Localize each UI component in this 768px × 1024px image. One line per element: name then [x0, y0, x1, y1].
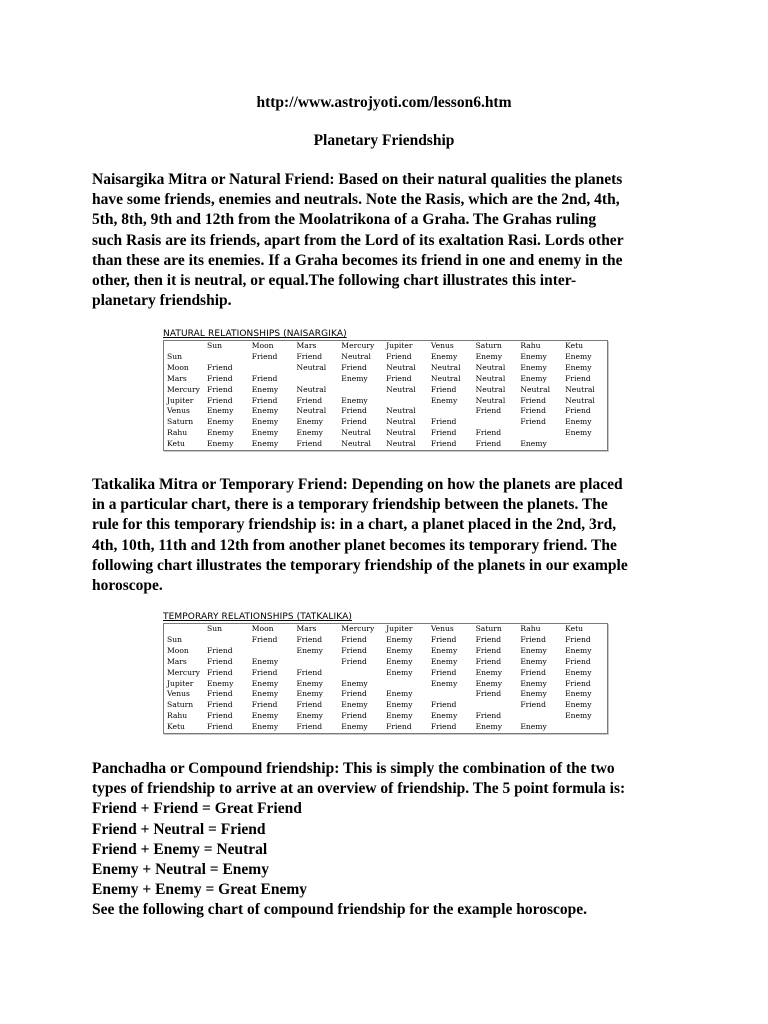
table-cell: Neutral — [386, 417, 416, 427]
table-cell: Enemy — [520, 362, 547, 372]
row-header: Mars — [167, 373, 187, 383]
table-cell: Friend — [251, 667, 278, 677]
row-header: Moon — [167, 645, 189, 655]
temporary-relationships-chart — [163, 612, 608, 734]
table-cell: Friend — [341, 711, 367, 721]
table-row — [164, 363, 607, 374]
table-cell: Friend — [251, 373, 278, 383]
column-header: Moon — [251, 341, 274, 350]
table-cell: Friend — [430, 439, 457, 449]
paragraph-line: in a particular chart, there is a temporary friendship between the planets. The — [92, 496, 608, 514]
table-cell: Friend — [207, 384, 233, 394]
column-header: Jupiter — [386, 341, 413, 350]
table-cell: Friend — [475, 711, 502, 721]
paragraph-line: Tatkalika Mitra or Temporary Friend: Depending on how the planets are placed — [92, 476, 623, 493]
table-cell: Neutral — [475, 373, 506, 383]
table-cell: Friend — [251, 395, 278, 405]
paragraph-line: 5th, 8th, 9th and 12th from the Moolatrikona of a Graha. The Grahas ruling — [92, 211, 597, 229]
table-cell: Friend — [565, 406, 591, 416]
table-cell — [562, 722, 607, 733]
table-cell: Enemy — [296, 417, 323, 427]
table-cell — [562, 439, 607, 450]
table-cell: Enemy — [430, 351, 458, 361]
table-cell: Friend — [475, 406, 502, 416]
formula-line: Enemy + Neutral = Enemy — [92, 861, 269, 879]
table-cell: Neutral — [386, 406, 416, 416]
column-header: Ketu — [565, 341, 584, 350]
table-cell: Friend — [207, 700, 233, 710]
table-row — [164, 417, 607, 428]
table-row — [164, 439, 607, 450]
table-cell: Enemy — [520, 656, 547, 666]
table-cell: Friend — [207, 656, 233, 666]
table-cell: Friend — [296, 634, 323, 644]
table-cell: Enemy — [296, 428, 323, 438]
table-cell: Neutral — [341, 428, 371, 438]
table-row — [164, 700, 607, 711]
table-cell: Friend — [520, 406, 546, 416]
table-cell: Enemy — [475, 351, 503, 361]
source-url: http://www.astrojyoti.com/lesson6.htm — [256, 94, 512, 111]
table-cell: Enemy — [207, 678, 234, 688]
table-cell — [338, 668, 383, 679]
table-cell: Friend — [430, 700, 457, 710]
row-header: Sun — [167, 351, 182, 361]
table-cell: Enemy — [341, 722, 368, 732]
row-header: Jupiter — [167, 395, 194, 405]
table-row — [164, 711, 607, 722]
table-cell: Enemy — [430, 656, 458, 666]
table-cell — [517, 711, 562, 722]
table-cell — [383, 679, 428, 690]
table-cell: Friend — [341, 656, 367, 666]
table-cell: Neutral — [296, 406, 327, 416]
table-row — [164, 385, 607, 396]
table-cell — [249, 646, 294, 657]
table-cell: Friend — [430, 667, 457, 677]
table-cell: Enemy — [251, 384, 279, 394]
table-cell: Enemy — [565, 700, 592, 710]
table-cell: Friend — [296, 700, 323, 710]
table-cell: Friend — [430, 428, 457, 438]
row-header: Ketu — [167, 439, 185, 449]
row-header: Ketu — [167, 722, 185, 732]
paragraph-line: planetary friendship. — [92, 292, 232, 310]
table-cell: Friend — [386, 351, 412, 361]
table-row — [164, 722, 607, 733]
formula-line: Friend + Enemy = Neutral — [92, 840, 268, 858]
table-cell: Enemy — [520, 689, 547, 699]
page-title: Planetary Friendship — [313, 132, 455, 149]
table-cell: Friend — [207, 373, 233, 383]
natural-table-box — [163, 340, 608, 451]
table-cell — [204, 635, 249, 646]
table-cell — [204, 352, 249, 363]
row-header: Mercury — [167, 384, 200, 394]
formula-line: Friend + Friend = Great Friend — [92, 800, 302, 818]
table-cell: Friend — [207, 689, 233, 699]
table-cell: Enemy — [251, 656, 279, 666]
row-header: Moon — [167, 362, 189, 372]
table-cell: Friend — [520, 417, 546, 427]
table-cell: Friend — [565, 634, 591, 644]
table-cell: Friend — [565, 678, 591, 688]
table-cell — [383, 396, 428, 407]
paragraph-line: other, then it is neutral, or equal.The following chart illustrates this inter- — [92, 272, 577, 290]
table-cell: Enemy — [520, 373, 547, 383]
table-cell: Friend — [251, 634, 278, 644]
table-row — [164, 689, 607, 700]
table-cell: Friend — [520, 634, 546, 644]
table-cell: Friend — [565, 656, 591, 666]
row-header: Venus — [167, 406, 190, 416]
table-cell — [249, 363, 294, 374]
table-cell: Friend — [386, 373, 412, 383]
table-cell: Enemy — [475, 722, 503, 732]
column-header: Saturn — [475, 341, 502, 350]
natural-relationships-table — [164, 341, 607, 450]
table-row — [164, 679, 607, 690]
column-header: Moon — [251, 624, 274, 633]
table-cell: Friend — [430, 722, 457, 732]
table-cell: Enemy — [296, 711, 323, 721]
table-header-row — [164, 624, 607, 635]
formula-line: Friend + Neutral = Friend — [92, 820, 266, 838]
table-cell: Friend — [520, 700, 546, 710]
table-cell: Friend — [475, 428, 502, 438]
table-row — [164, 406, 607, 417]
row-header: Saturn — [167, 417, 194, 427]
table-cell: Neutral — [430, 362, 461, 372]
table-cell: Enemy — [341, 700, 368, 710]
table-cell — [338, 385, 383, 396]
table-cell: Friend — [296, 722, 323, 732]
table-cell: Enemy — [520, 351, 547, 361]
table-cell: Enemy — [565, 667, 592, 677]
table-cell: Enemy — [475, 667, 503, 677]
table-cell: Neutral — [386, 362, 416, 372]
table-cell: Friend — [341, 362, 367, 372]
table-cell: Friend — [430, 384, 457, 394]
table-row — [164, 428, 607, 439]
column-header: Mars — [296, 341, 317, 350]
table-cell — [473, 417, 518, 428]
column-header: Mercury — [341, 624, 375, 633]
table-cell — [517, 428, 562, 439]
temporary-friend-paragraph — [92, 475, 684, 596]
table-cell: Friend — [207, 362, 233, 372]
table-cell: Enemy — [386, 711, 413, 721]
paragraph-line: such Rasis are its friends, apart from the Lord of its exaltation Rasi. Lords other — [92, 231, 624, 249]
table-cell: Enemy — [565, 711, 592, 721]
table-cell: Friend — [207, 711, 233, 721]
table-cell: Friend — [341, 417, 367, 427]
table-cell: Neutral — [386, 439, 416, 449]
table-cell: Enemy — [251, 722, 279, 732]
table-cell: Friend — [475, 439, 502, 449]
row-header: Mars — [167, 656, 187, 666]
paragraph-line: have some friends, enemies and neutrals. Note the Rasis, which are the 2nd, 4th, — [92, 191, 620, 209]
table-cell: Enemy — [251, 417, 279, 427]
table-cell: Friend — [520, 395, 546, 405]
table-cell: Enemy — [565, 645, 592, 655]
table-cell: Neutral — [565, 384, 595, 394]
table-cell: Friend — [341, 645, 367, 655]
table-cell: Friend — [520, 667, 546, 677]
table-cell: Enemy — [341, 395, 368, 405]
column-header: Rahu — [520, 624, 541, 633]
table-row — [164, 396, 607, 407]
paragraph-line: types of friendship to arrive at an overview of friendship. The 5 point formula is: — [92, 780, 626, 798]
table-row — [164, 635, 607, 646]
table-cell: Enemy — [251, 439, 279, 449]
table-row — [164, 657, 607, 668]
table-cell: Friend — [251, 700, 278, 710]
temporary-table-title: TEMPORARY RELATIONSHIPS (TATKALIKA) — [163, 612, 353, 622]
table-cell: Friend — [475, 634, 502, 644]
paragraph-line: Panchadha or Compound friendship: This is simply the combination of the two — [92, 760, 615, 777]
table-cell: Enemy — [430, 395, 458, 405]
paragraph-line: Naisargika Mitra or Natural Friend: Based on their natural qualities the planets — [92, 171, 623, 188]
paragraph-line: See the following chart of compound friendship for the example horoscope. — [92, 901, 587, 919]
column-header — [164, 341, 204, 352]
formula-line: Enemy + Enemy = Great Enemy — [92, 881, 307, 899]
table-cell: Enemy — [565, 417, 592, 427]
paragraph-line: than these are its enemies. If a Graha becomes its friend in one and enemy in the — [92, 251, 623, 269]
table-cell: Neutral — [296, 362, 327, 372]
table-cell: Neutral — [296, 384, 327, 394]
table-cell — [428, 689, 473, 700]
table-cell: Enemy — [296, 645, 323, 655]
table-cell: Friend — [341, 406, 367, 416]
table-cell: Enemy — [251, 406, 279, 416]
table-cell: Enemy — [207, 439, 234, 449]
row-header: Saturn — [167, 700, 194, 710]
table-cell: Friend — [475, 689, 502, 699]
temporary-relationships-table — [164, 624, 607, 733]
row-header: Sun — [167, 634, 182, 644]
table-cell: Enemy — [386, 667, 413, 677]
row-header: Mercury — [167, 667, 200, 677]
table-cell: Friend — [430, 417, 457, 427]
table-row — [164, 646, 607, 657]
table-cell: Neutral — [386, 428, 416, 438]
table-cell — [294, 374, 339, 385]
table-cell: Enemy — [207, 417, 234, 427]
paragraph-line: following chart illustrates the temporary friendship of the planets in our example — [92, 556, 628, 574]
table-cell: Friend — [207, 667, 233, 677]
table-cell: Enemy — [386, 656, 413, 666]
table-cell: Neutral — [386, 384, 416, 394]
column-header: Venus — [430, 624, 454, 633]
column-header: Jupiter — [386, 624, 413, 633]
column-header: Mars — [296, 624, 317, 633]
table-cell: Neutral — [565, 395, 595, 405]
table-cell: Friend — [296, 439, 323, 449]
table-cell: Friend — [430, 634, 457, 644]
table-cell: Enemy — [386, 700, 413, 710]
row-header: Jupiter — [167, 678, 194, 688]
natural-friend-paragraph — [92, 170, 684, 311]
table-cell: Enemy — [565, 362, 592, 372]
table-cell — [294, 657, 339, 668]
table-cell: Enemy — [251, 428, 279, 438]
column-header: Sun — [207, 341, 222, 350]
table-cell — [473, 700, 518, 711]
table-cell: Enemy — [565, 351, 592, 361]
table-cell: Enemy — [520, 645, 547, 655]
table-cell — [428, 406, 473, 417]
table-cell: Enemy — [430, 645, 458, 655]
table-cell: Friend — [296, 351, 323, 361]
column-header: Sun — [207, 624, 222, 633]
column-header: Ketu — [565, 624, 584, 633]
table-cell: Friend — [207, 395, 233, 405]
table-cell: Friend — [475, 656, 502, 666]
column-header: Venus — [430, 341, 454, 350]
table-cell: Friend — [207, 645, 233, 655]
table-cell: Neutral — [341, 351, 371, 361]
row-header: Rahu — [167, 428, 188, 438]
table-cell: Enemy — [565, 689, 592, 699]
table-cell: Friend — [565, 373, 591, 383]
table-cell: Enemy — [341, 373, 368, 383]
table-cell: Friend — [207, 722, 233, 732]
table-cell: Friend — [475, 645, 502, 655]
paragraph-line: horoscope. — [92, 577, 163, 595]
table-cell: Enemy — [251, 689, 279, 699]
compound-friendship-section — [92, 759, 625, 921]
table-cell: Enemy — [251, 678, 279, 688]
table-row — [164, 668, 607, 679]
paragraph-line: rule for this temporary friendship is: in a chart, a planet placed in the 2nd, 3rd, — [92, 516, 617, 534]
table-cell: Enemy — [207, 406, 234, 416]
table-cell: Friend — [296, 395, 323, 405]
table-cell: Enemy — [386, 689, 413, 699]
table-cell: Enemy — [207, 428, 234, 438]
table-row — [164, 374, 607, 385]
table-cell: Neutral — [475, 362, 506, 372]
table-cell: Friend — [251, 351, 278, 361]
table-cell: Enemy — [565, 428, 592, 438]
row-header: Rahu — [167, 711, 188, 721]
row-header: Venus — [167, 689, 190, 699]
table-cell: Friend — [341, 634, 367, 644]
table-cell: Enemy — [251, 711, 279, 721]
column-header: Saturn — [475, 624, 502, 633]
paragraph-line: 4th, 10th, 11th and 12th from another planet becomes its temporary friend. The — [92, 536, 617, 554]
natural-relationships-chart — [163, 329, 608, 451]
table-cell: Enemy — [430, 678, 458, 688]
column-header: Rahu — [520, 341, 541, 350]
table-cell: Friend — [341, 689, 367, 699]
table-cell: Neutral — [341, 439, 371, 449]
table-cell: Neutral — [475, 384, 506, 394]
table-cell: Enemy — [386, 634, 413, 644]
table-cell: Enemy — [341, 678, 368, 688]
table-cell: Enemy — [520, 439, 547, 449]
table-cell: Enemy — [296, 689, 323, 699]
table-row — [164, 352, 607, 363]
table-cell: Enemy — [475, 678, 503, 688]
table-header-row — [164, 341, 607, 352]
table-cell: Friend — [386, 722, 412, 732]
table-cell: Neutral — [520, 384, 551, 394]
column-header — [164, 624, 204, 635]
temporary-table-box — [163, 623, 608, 734]
table-cell: Friend — [296, 667, 323, 677]
table-cell: Enemy — [386, 645, 413, 655]
table-cell: Enemy — [430, 711, 458, 721]
table-cell: Neutral — [430, 373, 461, 383]
table-cell: Enemy — [520, 722, 547, 732]
natural-table-title: NATURAL RELATIONSHIPS (NAISARGIKA) — [163, 329, 347, 339]
table-cell: Enemy — [296, 678, 323, 688]
table-cell: Neutral — [475, 395, 506, 405]
column-header: Mercury — [341, 341, 375, 350]
table-cell: Enemy — [520, 678, 547, 688]
